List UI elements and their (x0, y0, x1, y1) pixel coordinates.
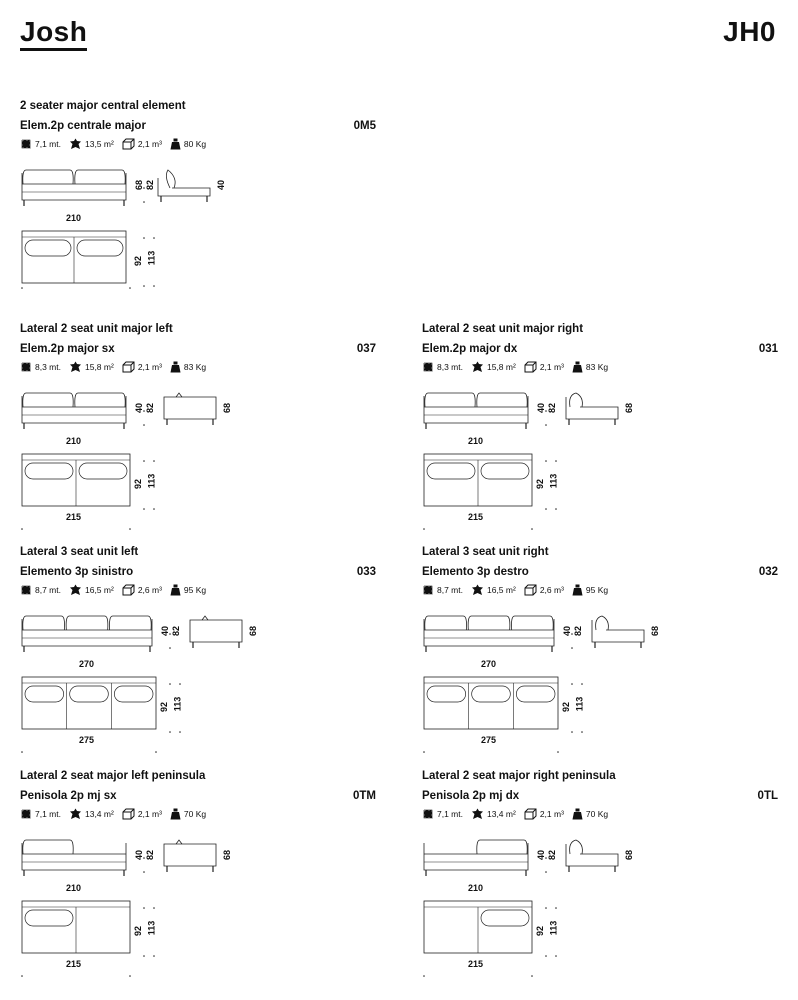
leather-value: 13,4 m² (84, 809, 114, 819)
seat-body (22, 173, 126, 200)
leather-hide-icon (471, 361, 487, 373)
cube-volume-icon (524, 808, 540, 820)
brand-title (20, 16, 87, 48)
dim-depth-total: 113 (146, 250, 157, 266)
leather-hide-icon (69, 361, 85, 373)
weight-icon (572, 808, 586, 820)
weight-value: 70 Kg (585, 809, 609, 819)
element-name-it: Elemento 3p sinistro (20, 566, 134, 578)
spec-row (422, 808, 616, 820)
spec-fabric (20, 361, 61, 373)
dim-height: 40 (536, 849, 547, 861)
seat-body (22, 396, 126, 423)
cube-volume-icon (524, 584, 540, 596)
plan-cushion (25, 910, 73, 926)
dim-depth-total: 113 (172, 696, 183, 712)
leather-hide-icon (69, 138, 85, 150)
cube-volume-icon (122, 584, 138, 596)
back-cushion (23, 393, 73, 407)
back-cushion (477, 840, 527, 854)
plan-cushion (25, 686, 64, 702)
leather-value: 15,8 m² (486, 362, 516, 372)
cube-volume-icon (524, 361, 540, 373)
fabric-value: 8,3 mt. (437, 362, 463, 372)
element-name-it: Penisola 2p mj dx (422, 790, 520, 802)
plan-cushion (77, 240, 123, 256)
plan-cushion (516, 686, 555, 702)
product-code: JH0 (723, 16, 776, 47)
spec-weight (572, 808, 608, 820)
leather-hide-icon (471, 584, 487, 596)
fabric-value: 7,1 mt. (437, 809, 463, 819)
fabric-icon (20, 808, 35, 820)
volume-value: 2,6 m³ (539, 585, 564, 595)
element-name-en: 2 seater major central element (20, 100, 186, 112)
seat-body (22, 619, 152, 646)
element-name-it: Elem.2p centrale major (20, 120, 146, 132)
back-cushion (425, 393, 475, 407)
element-code: 0TL (757, 790, 778, 802)
brand-name: Josh (20, 16, 88, 47)
side-cushion (570, 393, 583, 407)
volume-value: 2,1 m³ (539, 809, 564, 819)
element-name-en: Lateral 2 seat major left peninsula (20, 770, 206, 782)
spec-weight (170, 584, 206, 596)
dim-side: 40 (216, 179, 227, 191)
weight-value: 95 Kg (585, 585, 609, 595)
element-block (422, 546, 778, 761)
spec-leather (69, 138, 114, 150)
side-profile (164, 397, 216, 419)
element-code: 031 (758, 343, 778, 355)
spec-row (20, 808, 214, 820)
brand-underline (20, 48, 87, 51)
element-code: 032 (758, 566, 778, 578)
volume-value: 2,1 m³ (137, 809, 162, 819)
dim-depth-total: 113 (146, 473, 157, 489)
leather-hide-icon (69, 808, 85, 820)
fabric-icon (20, 361, 35, 373)
dim-seat: 82 (145, 849, 156, 861)
spec-row (20, 361, 214, 373)
spec-leather (69, 361, 114, 373)
element-name-en: Lateral 2 seat major right peninsula (422, 770, 616, 782)
dim-seat: 82 (171, 625, 182, 637)
volume-value: 2,1 m³ (137, 362, 162, 372)
dim-side: 68 (222, 402, 233, 414)
dim-depth: 92 (561, 701, 572, 713)
dim-side: 68 (650, 625, 661, 637)
element-name-en: Lateral 2 seat unit major right (422, 323, 584, 335)
spec-fabric (422, 808, 463, 820)
element-name-en: Lateral 3 seat unit right (422, 546, 549, 558)
dim-depth: 92 (133, 478, 144, 490)
cube-volume-icon (122, 138, 138, 150)
dim-depth: 92 (133, 925, 144, 937)
cube-volume-icon (122, 808, 138, 820)
weight-icon (572, 584, 586, 596)
plan-cushion (427, 686, 466, 702)
element-code: 037 (356, 343, 376, 355)
spec-fabric (20, 584, 61, 596)
dim-width-total: 215 (66, 959, 82, 969)
plan-cushion (70, 686, 109, 702)
volume-value: 2,1 m³ (539, 362, 564, 372)
element-code: 0TM (353, 790, 376, 802)
fabric-value: 8,3 mt. (35, 362, 61, 372)
element-block (20, 100, 376, 315)
back-cushion (477, 393, 527, 407)
plan-cushion (25, 240, 71, 256)
back-cushion (75, 170, 125, 184)
dim-width: 270 (481, 659, 497, 669)
dim-depth-total: 113 (548, 920, 559, 936)
weight-value: 70 Kg (183, 809, 207, 819)
back-cushion (468, 616, 510, 630)
dim-seat: 82 (547, 849, 558, 861)
spec-leather (69, 584, 114, 596)
spec-volume (122, 361, 162, 373)
spec-weight (572, 361, 608, 373)
spec-fabric (422, 584, 463, 596)
fabric-icon (422, 584, 437, 596)
spec-row (422, 584, 616, 596)
side-profile (190, 620, 242, 642)
dim-height: 40 (134, 849, 145, 861)
dim-side: 68 (248, 625, 259, 637)
spec-fabric (20, 138, 61, 150)
spec-row (422, 361, 616, 373)
element-name-it: Elem.2p major dx (422, 343, 518, 355)
leather-value: 13,4 m² (486, 809, 516, 819)
dim-width-total: 215 (468, 512, 484, 522)
fabric-value: 8,7 mt. (35, 585, 61, 595)
dim-height: 40 (562, 625, 573, 637)
dim-depth: 92 (535, 478, 546, 490)
spec-volume (122, 808, 162, 820)
dim-depth: 92 (535, 925, 546, 937)
weight-value: 95 Kg (183, 585, 207, 595)
volume-value: 2,1 m³ (137, 139, 162, 149)
dim-depth: 92 (159, 701, 170, 713)
technical-drawing (20, 604, 376, 764)
spec-weight (170, 138, 206, 150)
dim-depth-total: 113 (574, 696, 585, 712)
plan-cushion (114, 686, 153, 702)
volume-value: 2,6 m³ (137, 585, 162, 595)
dim-side: 68 (222, 849, 233, 861)
element-name-en: Lateral 2 seat unit major left (20, 323, 173, 335)
spec-volume (524, 361, 564, 373)
back-cushion (425, 616, 467, 630)
seat-body (424, 843, 528, 870)
back-cushion (23, 170, 73, 184)
dim-depth-total: 113 (548, 473, 559, 489)
plan-cushion (481, 463, 529, 479)
spec-weight (170, 808, 206, 820)
dim-height: 40 (536, 402, 547, 414)
spec-leather (471, 361, 516, 373)
dim-width: 270 (79, 659, 95, 669)
spec-fabric (20, 808, 61, 820)
plan-cushion (79, 463, 127, 479)
leather-value: 16,5 m² (486, 585, 516, 595)
weight-icon (170, 584, 184, 596)
leather-value: 13,5 m² (84, 139, 114, 149)
spec-leather (471, 584, 516, 596)
spec-weight (572, 584, 608, 596)
seat-body (424, 619, 554, 646)
spec-row (20, 584, 214, 596)
fabric-icon (422, 361, 437, 373)
fabric-icon (20, 584, 35, 596)
leather-hide-icon (471, 808, 487, 820)
weight-icon (170, 138, 184, 150)
dim-width-total: 215 (468, 959, 484, 969)
plan-outline (424, 677, 558, 729)
technical-drawing (20, 158, 376, 318)
spec-volume (524, 584, 564, 596)
back-cushion (75, 393, 125, 407)
side-profile (158, 178, 210, 196)
dim-width: 210 (468, 436, 484, 446)
seat-body (22, 843, 126, 870)
spec-volume (524, 808, 564, 820)
element-block (422, 770, 778, 985)
back-cushion (511, 616, 553, 630)
weight-icon (170, 361, 184, 373)
weight-icon (572, 361, 586, 373)
weight-value: 83 Kg (585, 362, 609, 372)
element-name-it: Elemento 3p destro (422, 566, 529, 578)
element-code: 033 (356, 566, 376, 578)
leather-value: 16,5 m² (84, 585, 114, 595)
element-name-it: Elem.2p major sx (20, 343, 115, 355)
dim-height: 40 (134, 402, 145, 414)
side-profile (592, 620, 644, 642)
side-cushion (570, 840, 583, 854)
dim-depth: 92 (133, 255, 144, 267)
element-code: 0M5 (353, 120, 376, 132)
dim-height: 40 (160, 625, 171, 637)
spec-leather (69, 808, 114, 820)
leather-hide-icon (69, 584, 85, 596)
fabric-value: 8,7 mt. (437, 585, 463, 595)
dim-seat: 82 (573, 625, 584, 637)
back-cushion (109, 616, 151, 630)
dim-depth-total: 113 (146, 920, 157, 936)
dim-seat: 82 (145, 179, 156, 191)
dim-seat: 82 (145, 402, 156, 414)
weight-icon (170, 808, 184, 820)
element-name-en: Lateral 3 seat unit left (20, 546, 139, 558)
dim-height: 68 (134, 179, 145, 191)
spec-volume (122, 584, 162, 596)
fabric-value: 7,1 mt. (35, 139, 61, 149)
side-cushion (166, 170, 175, 188)
side-profile (164, 844, 216, 866)
dim-width: 210 (468, 883, 484, 893)
dim-seat: 82 (547, 402, 558, 414)
side-cushion (596, 616, 609, 630)
back-cushion (23, 840, 73, 854)
dim-width: 210 (66, 213, 82, 223)
side-profile (566, 844, 618, 866)
spec-volume (122, 138, 162, 150)
dim-width-total: 275 (79, 735, 95, 745)
dim-side: 68 (624, 849, 635, 861)
spec-fabric (422, 361, 463, 373)
technical-drawing (422, 604, 778, 764)
spec-weight (170, 361, 206, 373)
dim-width-total: 275 (481, 735, 497, 745)
back-cushion (23, 616, 65, 630)
plan-cushion (427, 463, 475, 479)
plan-outline (22, 677, 156, 729)
element-block (20, 546, 376, 761)
element-name-it: Penisola 2p mj sx (20, 790, 117, 802)
plan-cushion (481, 910, 529, 926)
plan-cushion (25, 463, 73, 479)
leather-value: 15,8 m² (84, 362, 114, 372)
fabric-value: 7,1 mt. (35, 809, 61, 819)
spec-row (20, 138, 214, 150)
dim-width: 210 (66, 436, 82, 446)
seat-body (424, 396, 528, 423)
element-block (20, 770, 376, 985)
element-block (422, 323, 778, 538)
dim-width-total: 215 (66, 512, 82, 522)
weight-value: 80 Kg (183, 139, 207, 149)
weight-value: 83 Kg (183, 362, 207, 372)
spec-leather (471, 808, 516, 820)
side-profile (566, 397, 618, 419)
dim-width: 210 (66, 883, 82, 893)
cube-volume-icon (122, 361, 138, 373)
element-block (20, 323, 376, 538)
back-cushion (66, 616, 108, 630)
plan-cushion (472, 686, 511, 702)
dim-side: 68 (624, 402, 635, 414)
fabric-icon (20, 138, 35, 150)
fabric-icon (422, 808, 437, 820)
